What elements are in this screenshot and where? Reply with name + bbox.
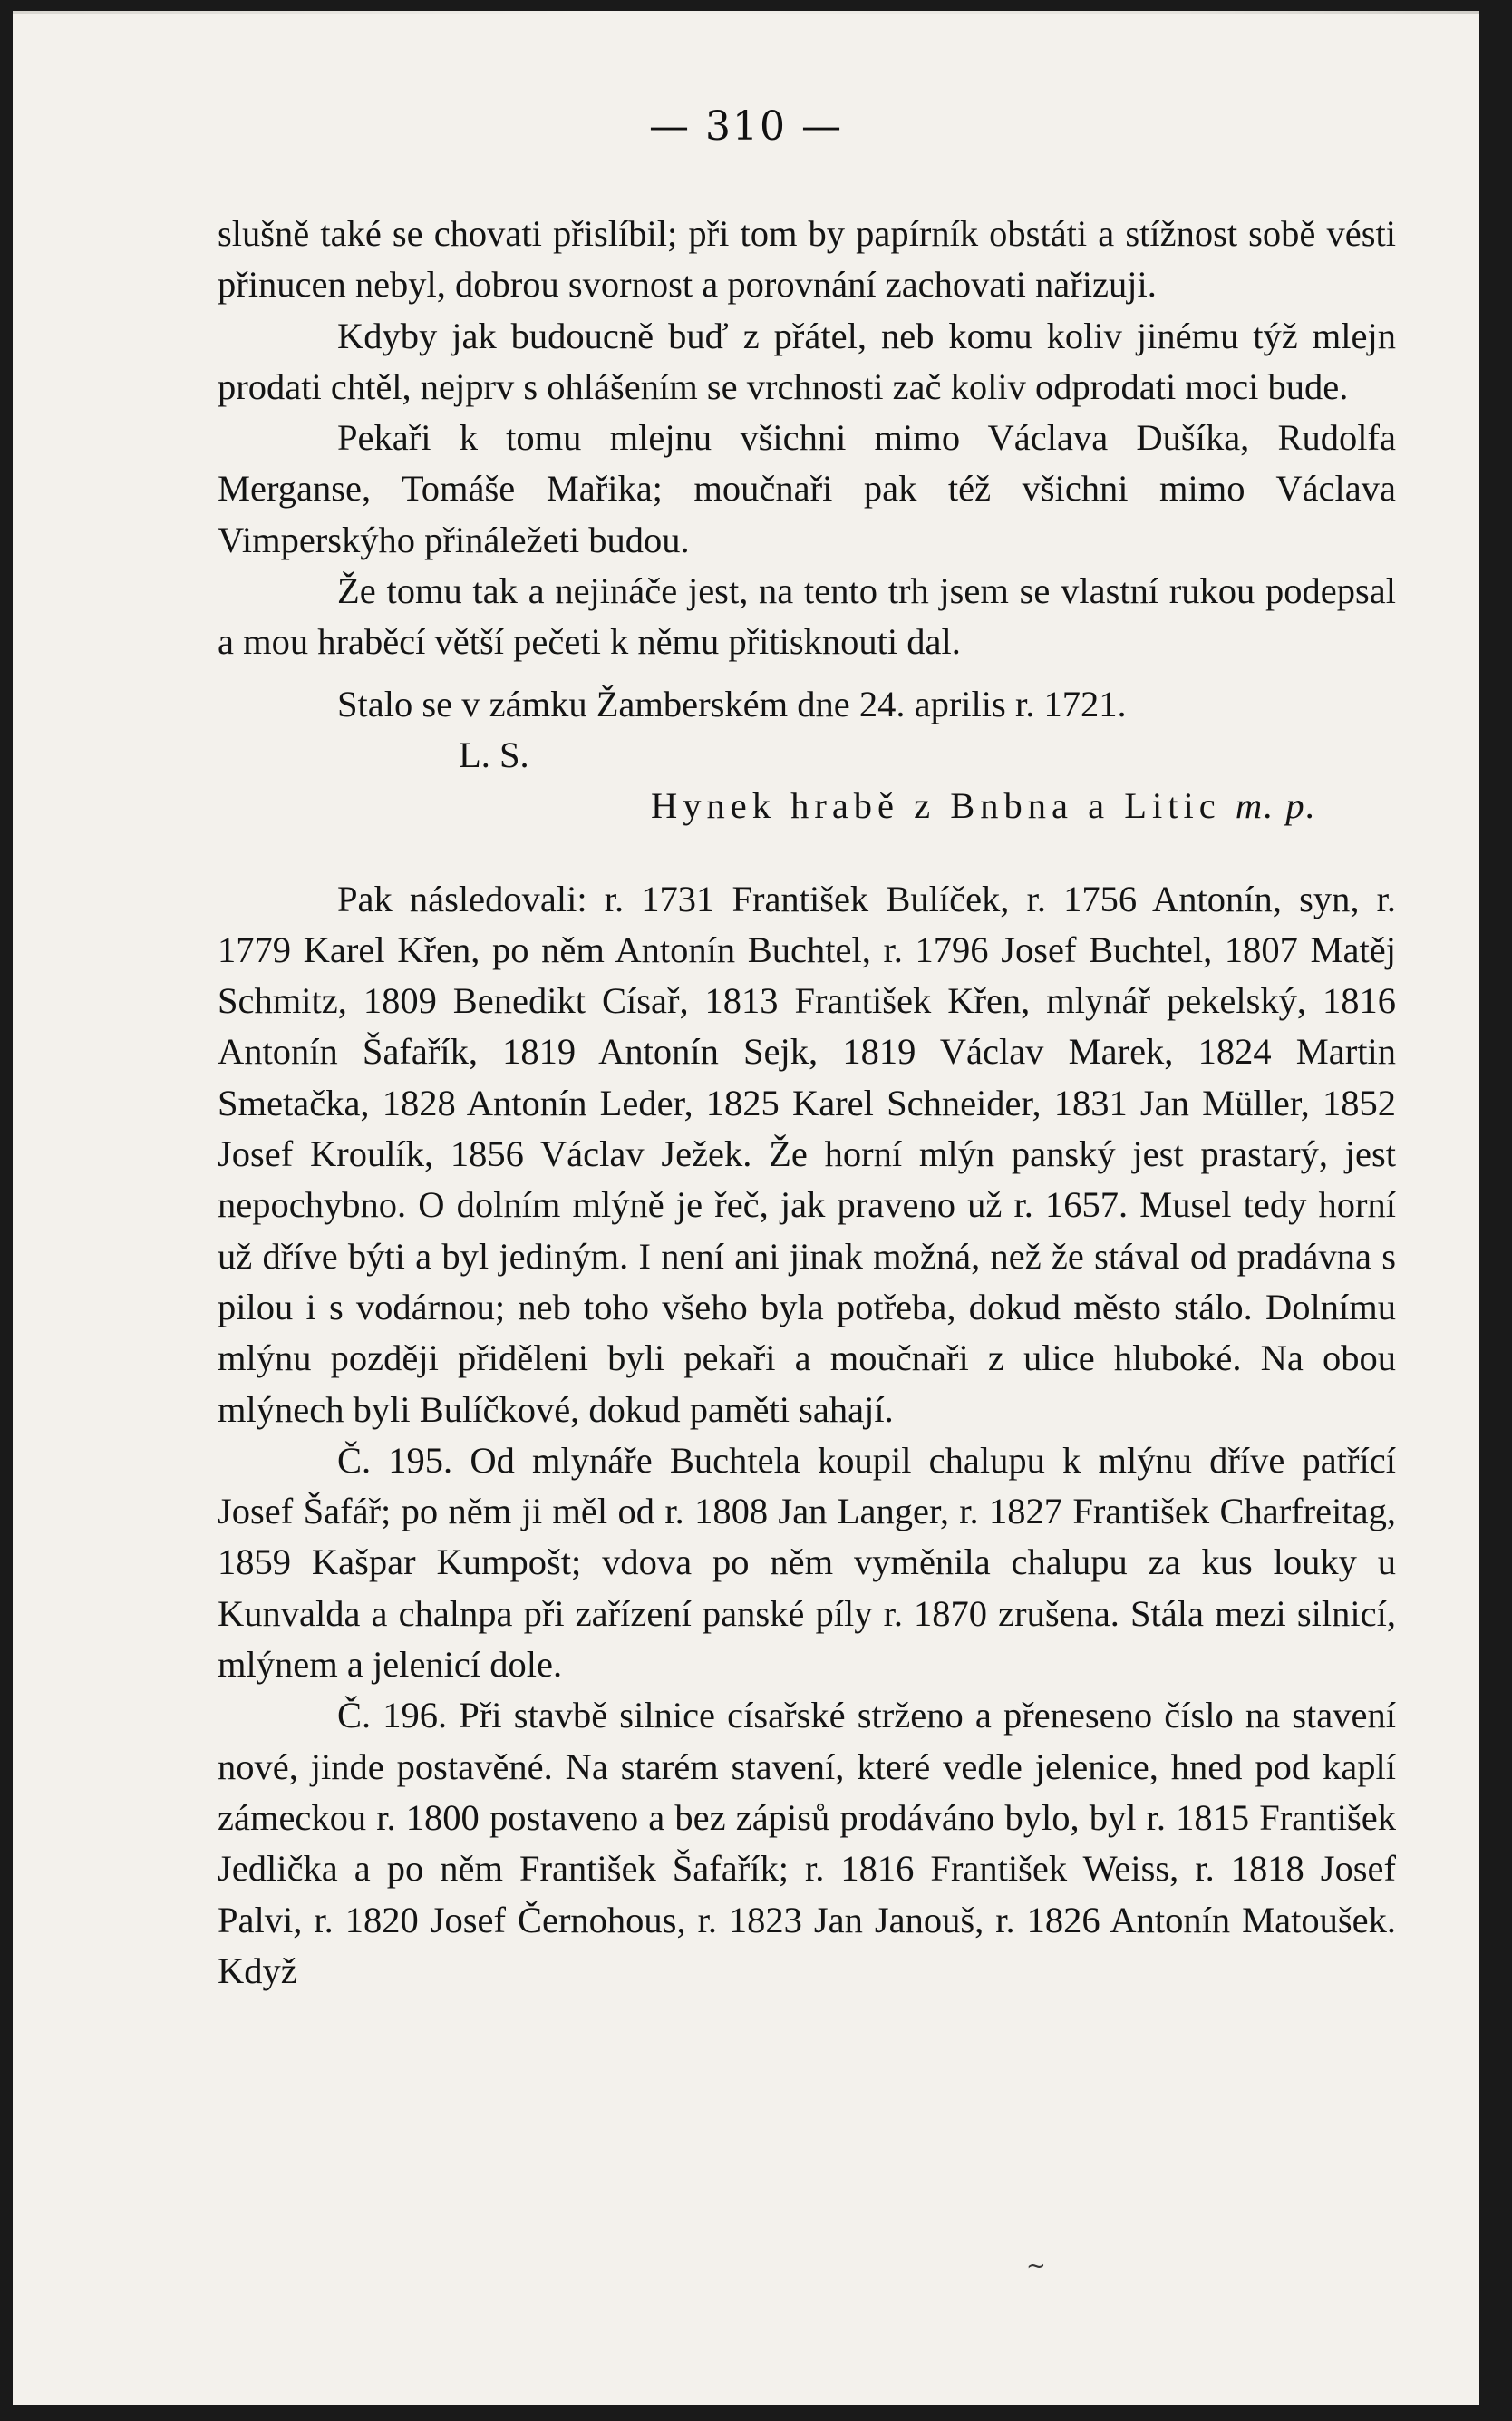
seal-mark: L. S. [459, 734, 529, 775]
signature [218, 781, 1396, 831]
paragraph-7: Č. 196. Při stavbě silnice císařské strženo a přeneseno číslo na stavení nové, jinde postavěné. Na starém stavení, které vedle jelenice, hned pod kaplí zámeckou r. 1800 postaveno a bez zápisů prodáváno bylo, byl r. 1815 František Jedlička a po něm František Šafařík; r. 1816 František Weiss, r. 1818 Josef Palvi, r. 1820 Josef Černohous, r. 1823 Jan Janouš, r. 1826 Antonín Matoušek. Když [218, 1695, 1396, 1991]
scan-edge [13, 11, 1479, 14]
paragraph-5: Pak následovali: r. 1731 František Bulíček, r. 1756 Antonín, syn, r. 1779 Karel Křen, po něm Antonín Buchtel, r. 1796 Josef Buchtel, 1807 Matěj Schmitz, 1809 Benedikt Císař, 1813 František Křen, mlynář pekelský, 1816 Antonín Šafařík, 1819 Antonín Sejk, 1819 Václav Marek, 1824 Martin Smetačka, 1828 Antonín Leder, 1825 Karel Schneider, 1831 Jan Müller, 1852 Josef Kroulík, 1856 Václav Ježek. Že horní mlýn panský jest prastarý, jest nepochybno. O dolním mlýně je řeč, jak praveno už r. 1657. Musel tedy horní už dříve býti a byl jediným. I není ani jinak možná, než že stával od pradávna s pilou i s vodárnou; neb toho všeho byla potřeba, dokud město stálo. Dolnímu mlýnu později přiděleni byli pekaři a moučnaři z ulice hluboké. Na obou mlýnech byli Bulíčkové, dokud paměti sahají. [218, 878, 1396, 1430]
tailpiece-ornament: ~ [1026, 2252, 1046, 2280]
page-number: — 310 — [649, 103, 843, 150]
dateline: Stalo se v zámku Žamberském dne 24. aprilis r. 1721. [337, 683, 1127, 724]
paragraph-4: Že tomu tak a nejináče jest, na tento trh jsem se vlastní rukou podepsal a mou hraběcí větší pečeti k němu přitisknouti dal. [218, 570, 1396, 663]
signature-abbrev: m. p. [1235, 785, 1317, 827]
book-page [13, 11, 1479, 2405]
section-gap [218, 832, 1396, 874]
paragraph-3: Pekaři k tomu mlejnu všichni mimo Václava Dušíka, Rudolfa Merganse, Tomáše Mařika; moučnaři pak též všichni mimo Václava Vimperskýho přináležeti budou. [218, 417, 1396, 560]
paragraph-2: Kdyby jak budoucně buď z přátel, neb komu koliv jinému týž mlejn prodati chtěl, nejprv s ohlášením se vrchnosti zač koliv odprodati moci bude. [218, 315, 1396, 407]
paragraph-6: Č. 195. Od mlynáře Buchtela koupil chalupu k mlýnu dříve patřící Josef Šafář; po něm ji měl od r. 1808 Jan Langer, r. 1827 František Charfreitag, 1859 Kašpar Kumpošt; vdova po něm vyměnila chalupu za kus louky u Kunvalda a chalnpa při zařízení panské píly r. 1870 zrušena. Stála mezi silnicí, mlýnem a jelenicí dole. [218, 1439, 1396, 1686]
paragraph-1: slušně také se chovati přislíbil; při tom by papírník obstáti a stížnost sobě vésti přinucen nebyl, dobrou svornost a porovnání zachovati nařizuji. [218, 213, 1396, 306]
body-text [218, 209, 1396, 1997]
signature-name: Hynek hrabě z Bnbna a Litic [651, 785, 1221, 827]
